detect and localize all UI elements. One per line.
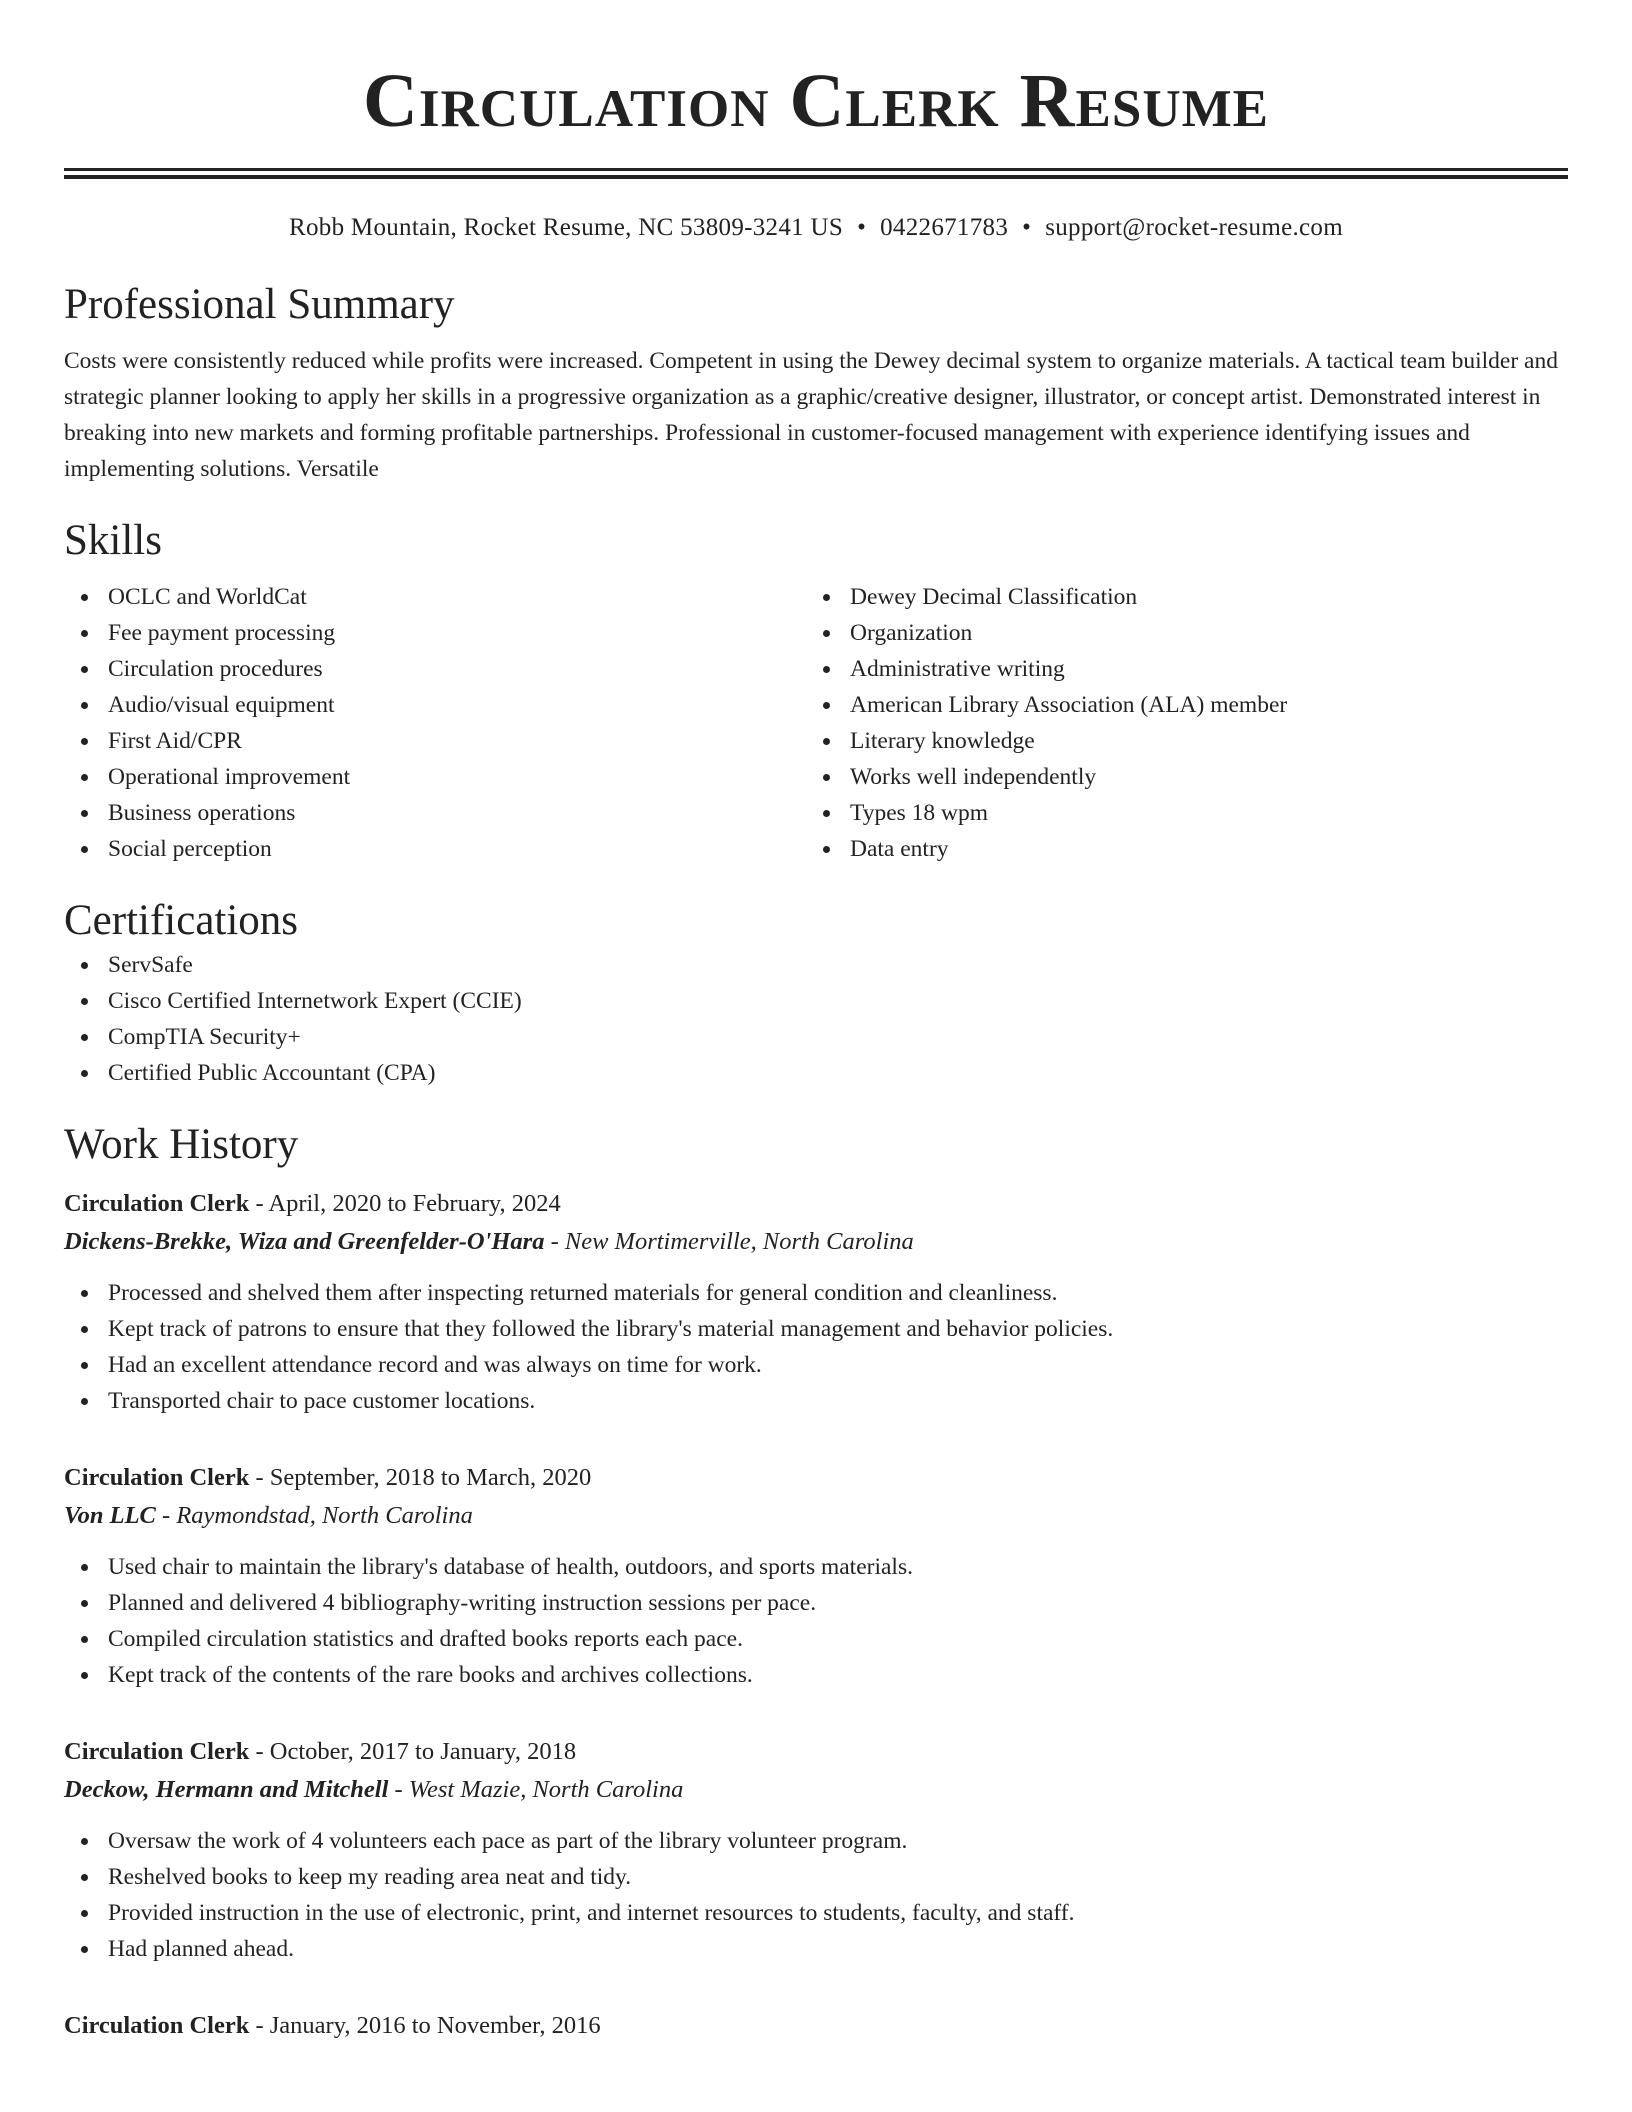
job-duties-list: [64, 1823, 1568, 1967]
skill-item: Dewey Decimal Classification: [806, 579, 1548, 615]
job-duty-item: Used chair to maintain the library's database of health, outdoors, and sports materials.: [64, 1549, 1568, 1585]
resume-page: [64, 0, 1568, 2045]
job-company: Dickens-Brekke, Wiza and Greenfelder-O'Hara: [64, 1228, 545, 1255]
job-company: Von LLC: [64, 1502, 156, 1529]
job-title-line: [64, 2007, 1568, 2045]
job-company-line: [64, 1497, 1568, 1535]
contact-email: support@rocket-resume.com: [1045, 214, 1343, 241]
job-dates: - September, 2018 to March, 2020: [249, 1464, 592, 1491]
job-role: Circulation Clerk: [64, 1738, 250, 1765]
job-role: Circulation Clerk: [64, 1190, 250, 1217]
job-entry: [64, 1733, 1568, 1967]
skill-item: Circulation procedures: [64, 651, 806, 687]
page-title: Circulation Clerk Resume: [363, 59, 1269, 143]
certifications-list: [64, 947, 1568, 1091]
skill-item: Business operations: [64, 795, 806, 831]
job-role: Circulation Clerk: [64, 2012, 250, 2039]
job-entry: [64, 1459, 1568, 1693]
summary-heading: Professional Summary: [64, 281, 455, 328]
skill-item: Administrative writing: [806, 651, 1548, 687]
job-duty-item: Provided instruction in the use of electronic, print, and internet resources to students, faculty, and staff.: [64, 1895, 1568, 1931]
job-dates: - April, 2020 to February, 2024: [249, 1190, 561, 1217]
skills-left-list: [64, 579, 806, 867]
summary-text: Costs were consistently reduced while profits were increased. Competent in using the Dewey decimal system to organize materials. A tactical team builder and strategic planner looking to apply her skills in a progressive organization as a graphic/creative designer, illustrator, or concept artist. Demonstrated interest in breaking into new markets and forming profitable partnerships. Professional in customer-focused management with experience identifying issues and implementing solutions. Versatile: [64, 348, 1558, 482]
job-duty-item: Transported chair to pace customer locations.: [64, 1383, 1568, 1419]
skills-right-list: [806, 579, 1548, 867]
skill-item: Works well independently: [806, 759, 1548, 795]
job-title-line: [64, 1185, 1568, 1223]
contact-separator: •: [857, 214, 867, 241]
job-duty-item: Planned and delivered 4 bibliography-writing instruction sessions per pace.: [64, 1585, 1568, 1621]
job-role: Circulation Clerk: [64, 1464, 250, 1491]
job-duty-item: Kept track of the contents of the rare books and archives collections.: [64, 1657, 1568, 1693]
job-company-line: [64, 1223, 1568, 1261]
job-duty-item: Oversaw the work of 4 volunteers each pace as part of the library volunteer program.: [64, 1823, 1568, 1859]
job-duties-list: [64, 1549, 1568, 1693]
skill-item: Organization: [806, 615, 1548, 651]
contact-address: Robb Mountain, Rocket Resume, NC 53809-3241 US: [289, 214, 844, 241]
certification-item: Cisco Certified Internetwork Expert (CCIE): [64, 983, 1568, 1019]
job-duties-list: [64, 1275, 1568, 1419]
skills-columns: [64, 579, 1568, 867]
job-title-line: [64, 1459, 1568, 1497]
job-entry: [64, 1185, 1568, 1419]
job-duty-item: Kept track of patrons to ensure that they followed the library's material management and behavior policies.: [64, 1311, 1568, 1347]
skills-heading: Skills: [64, 517, 162, 564]
job-dates: - January, 2016 to November, 2016: [249, 2012, 601, 2039]
skill-item: Operational improvement: [64, 759, 806, 795]
skill-item: Data entry: [806, 831, 1548, 867]
certification-item: ServSafe: [64, 947, 1568, 983]
skill-item: American Library Association (ALA) member: [806, 687, 1548, 723]
job-duty-item: Had planned ahead.: [64, 1931, 1568, 1967]
job-location: - New Mortimerville, North Carolina: [544, 1228, 914, 1255]
job-company: Deckow, Hermann and Mitchell: [64, 1776, 389, 1803]
skill-item: Social perception: [64, 831, 806, 867]
contact-line: [64, 211, 1568, 245]
job-title-line: [64, 1733, 1568, 1771]
job-location: - West Mazie, North Carolina: [388, 1776, 684, 1803]
certifications-heading: Certifications: [64, 897, 299, 944]
contact-separator: •: [1022, 214, 1032, 241]
job-entry: [64, 2007, 1568, 2045]
contact-phone: 0422671783: [880, 214, 1009, 241]
job-duty-item: Had an excellent attendance record and was always on time for work.: [64, 1347, 1568, 1383]
certification-item: CompTIA Security+: [64, 1019, 1568, 1055]
job-duty-item: Processed and shelved them after inspecting returned materials for general condition and cleanliness.: [64, 1275, 1568, 1311]
job-duty-item: Reshelved books to keep my reading area neat and tidy.: [64, 1859, 1568, 1895]
title-double-rule: [64, 168, 1568, 179]
skill-item: Types 18 wpm: [806, 795, 1548, 831]
skill-item: Literary knowledge: [806, 723, 1548, 759]
job-dates: - October, 2017 to January, 2018: [249, 1738, 577, 1765]
certification-item: Certified Public Accountant (CPA): [64, 1055, 1568, 1091]
skill-item: OCLC and WorldCat: [64, 579, 806, 615]
skill-item: Fee payment processing: [64, 615, 806, 651]
work-history-heading: Work History: [64, 1121, 299, 1168]
skill-item: Audio/visual equipment: [64, 687, 806, 723]
job-location: - Raymondstad, North Carolina: [155, 1502, 473, 1529]
skill-item: First Aid/CPR: [64, 723, 806, 759]
job-duty-item: Compiled circulation statistics and drafted books reports each pace.: [64, 1621, 1568, 1657]
job-company-line: [64, 1771, 1568, 1809]
